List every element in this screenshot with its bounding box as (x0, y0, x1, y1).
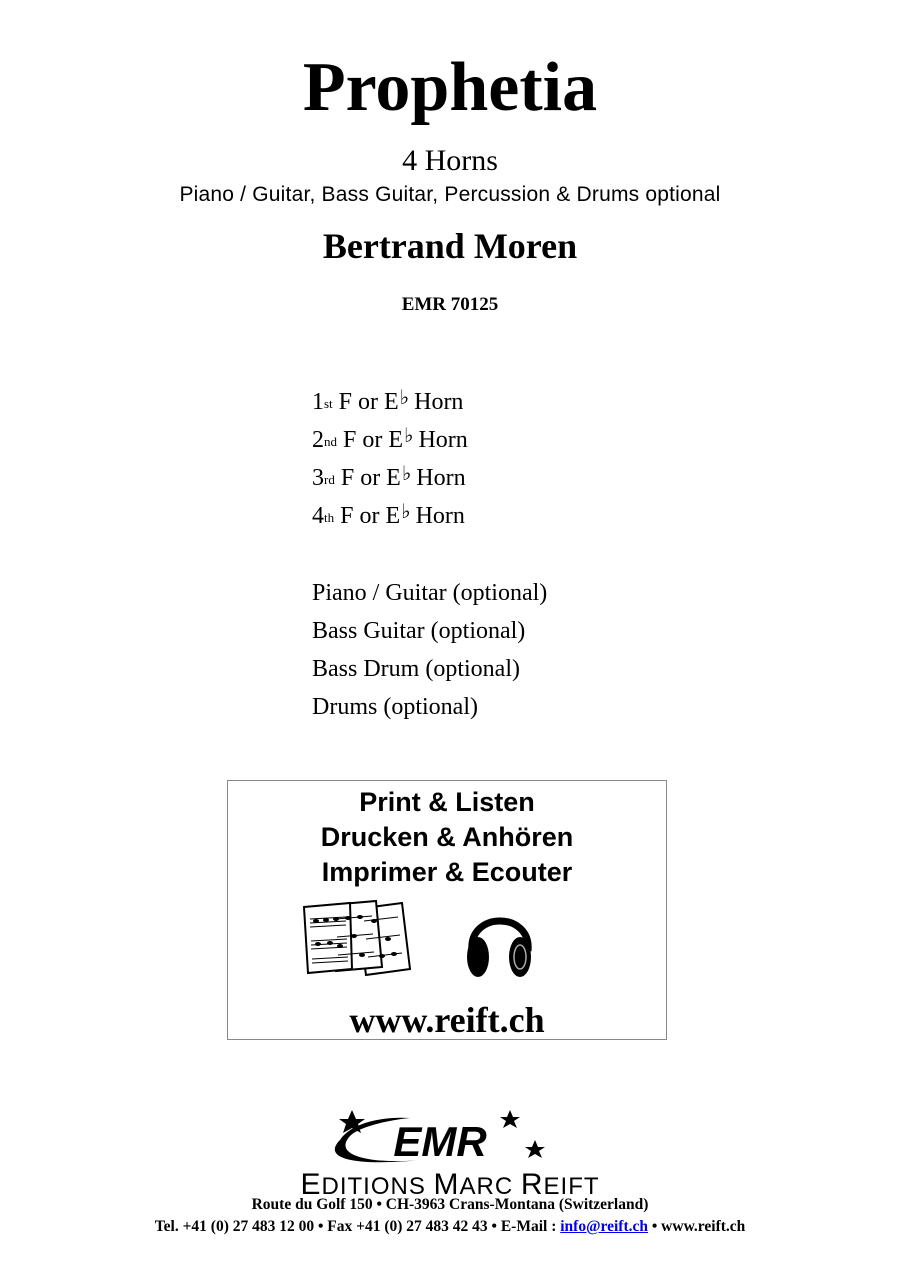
publisher-address: Route du Golf 150 • CH-3963 Crans-Montana (Switzerland) (251, 1196, 649, 1213)
horn-part-4: 4th F or E♭ Horn (312, 501, 465, 529)
flat-sign-icon: ♭ (404, 425, 414, 447)
promo-line-english: Print & Listen (359, 787, 535, 817)
publisher-name: EDITIONS MARC REIFT (300, 1168, 600, 1201)
promo-line-french: Imprimer & Ecouter (321, 857, 573, 887)
horn-part-3: 3rd F or E♭ Horn (312, 463, 466, 491)
subtitle: 4 Horns (402, 144, 498, 177)
print-listen-box (227, 780, 667, 1040)
flat-sign-icon: ♭ (401, 501, 411, 523)
horn-parts-list (312, 383, 468, 535)
optional-parts-list (312, 574, 547, 726)
optional-part: Bass Drum (optional) (312, 656, 520, 682)
page-title: Prophetia (302, 49, 598, 126)
sheet-music-icon (302, 899, 412, 979)
optional-part: Bass Guitar (optional) (312, 618, 526, 644)
catalog-number: EMR 70125 (401, 294, 499, 315)
promo-line-german: Drucken & Anhören (320, 822, 574, 852)
email-link[interactable]: info@reift.ch (560, 1218, 648, 1235)
horn-part-1: 1st F or E♭ Horn (312, 387, 464, 415)
optional-part: Drums (optional) (312, 694, 478, 720)
instrumentation-line: Piano / Guitar, Bass Guitar, Percussion & Drums optional (179, 183, 721, 206)
emr-logo (300, 1110, 600, 1168)
composer-name: Bertrand Moren (322, 226, 578, 266)
horn-part-2: 2nd F or E♭ Horn (312, 425, 468, 453)
publisher-contact: Tel. +41 (0) 27 483 12 00 • Fax +41 (0) 27 483 42 43 • E-Mail : info@reift.ch • www.reift.ch (154, 1218, 746, 1235)
logo-text: EMR (393, 1118, 487, 1165)
flat-sign-icon: ♭ (401, 463, 412, 485)
promo-website: www.reift.ch (349, 1000, 545, 1040)
headphones-icon (464, 901, 536, 981)
optional-part: Piano / Guitar (optional) (312, 580, 548, 606)
flat-sign-icon: ♭ (399, 387, 410, 409)
